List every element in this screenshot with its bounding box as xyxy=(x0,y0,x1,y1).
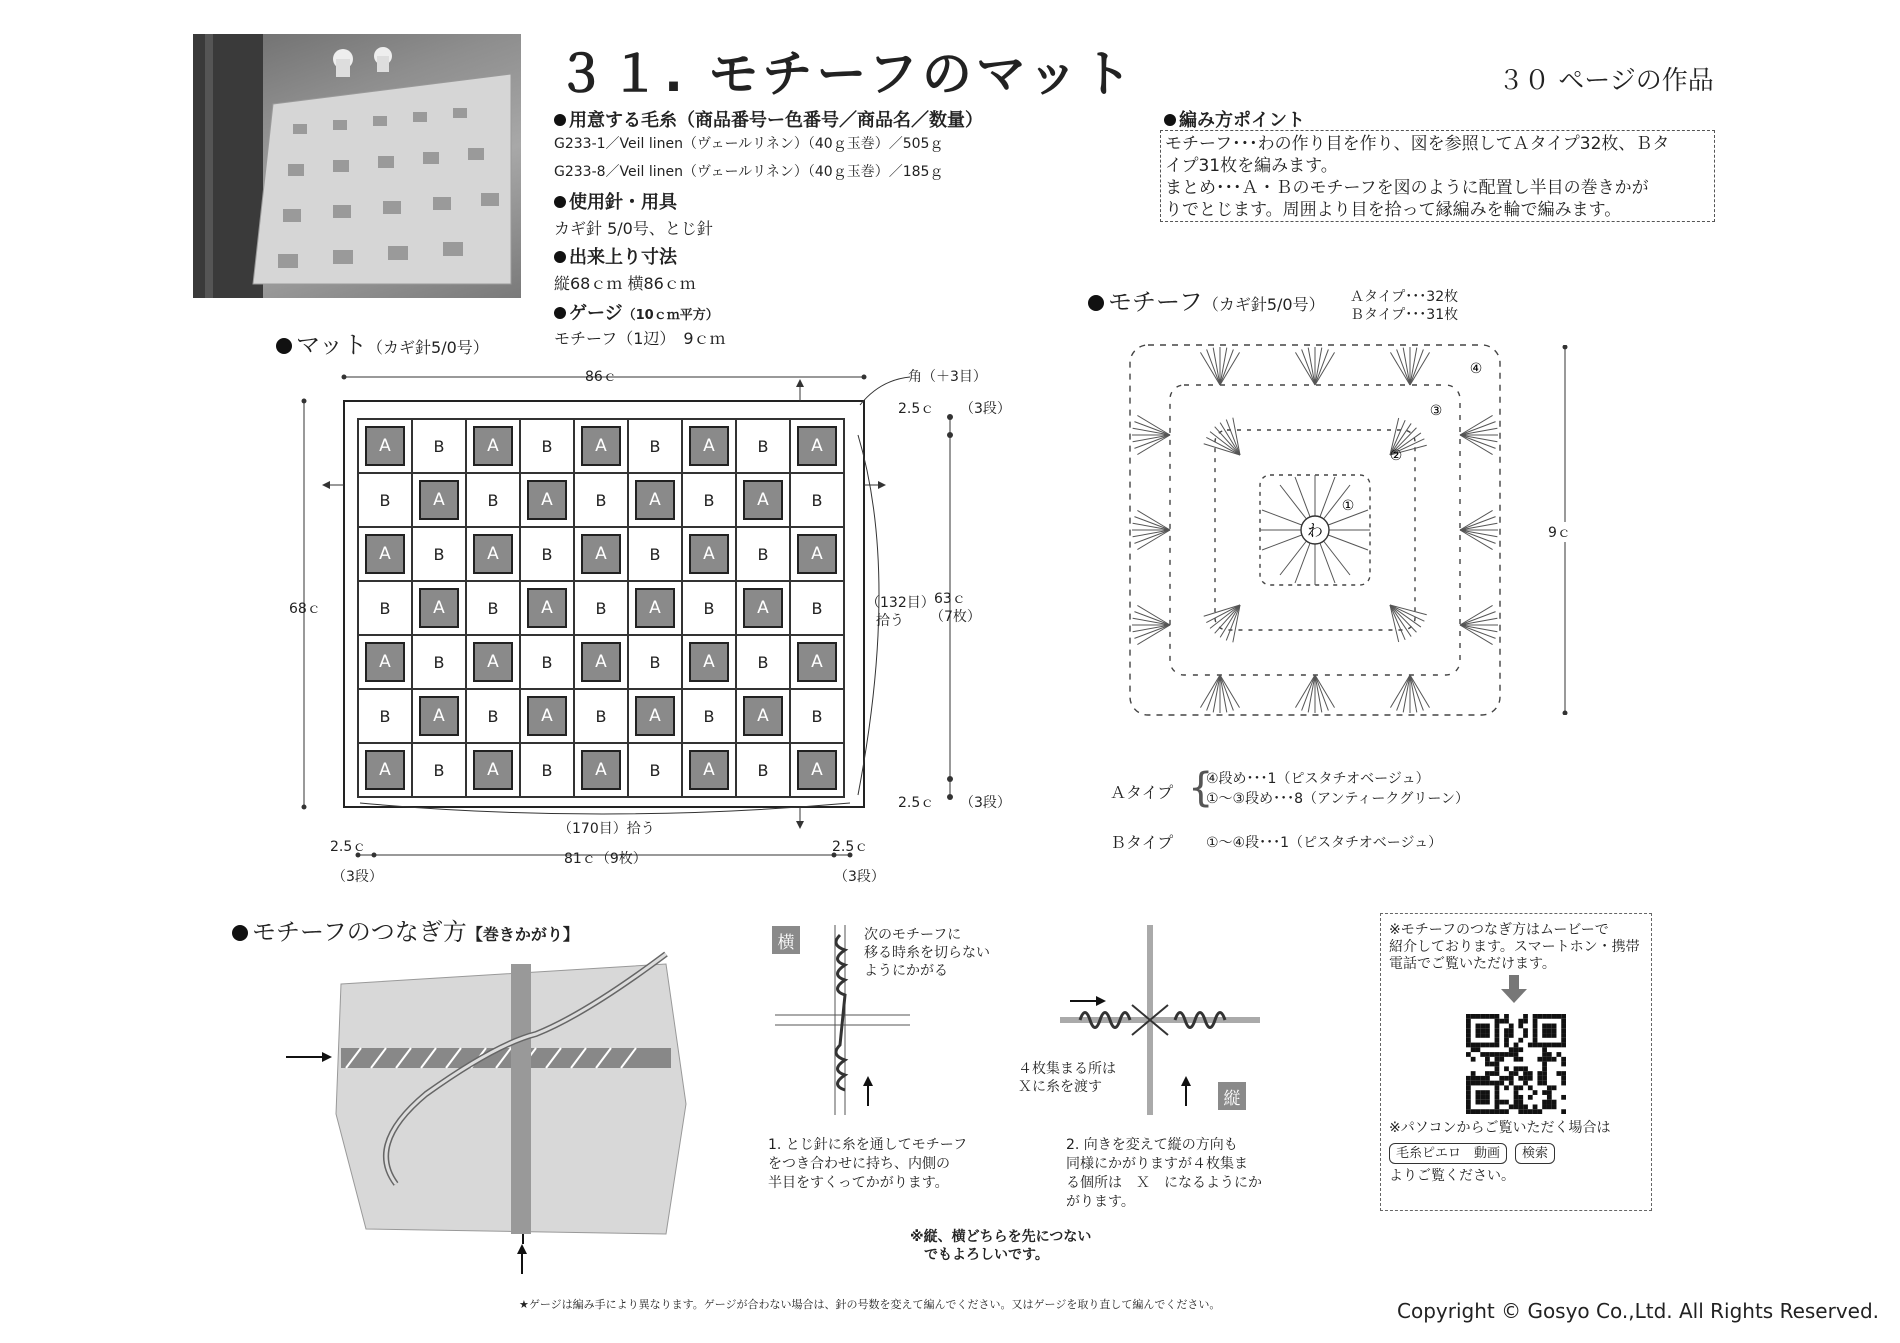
motif-cell-b: B xyxy=(412,635,466,689)
motif-cell-a xyxy=(736,473,790,527)
motif-cell-b: B xyxy=(574,689,628,743)
motif-round-1: ① xyxy=(1341,498,1355,514)
motif-cell-a xyxy=(682,635,736,689)
note-bottom: ※縦、横どちらを先につない でもよろしいです。 xyxy=(910,1229,1092,1263)
type-a-brace: { xyxy=(1188,765,1214,811)
motif-a-tile: A xyxy=(365,534,405,574)
motif-cell-b: B xyxy=(412,743,466,797)
motif-a-tile: A xyxy=(689,534,729,574)
tools-heading: 使用針・用具 xyxy=(554,188,677,214)
motif-a-tile: A xyxy=(797,642,837,682)
motif-cell-b: B xyxy=(520,419,574,473)
motif-a-tile: A xyxy=(365,642,405,682)
motif-a-tile: A xyxy=(527,588,567,628)
gauge-value: モチーフ（1辺） 9ｃｍ xyxy=(554,329,726,348)
page-title: ３１. モチーフのマット xyxy=(556,45,1136,103)
motif-round-2: ② xyxy=(1389,448,1403,464)
motif-cell-a xyxy=(574,635,628,689)
motif-a-tile: A xyxy=(527,480,567,520)
motif-cell-a xyxy=(628,689,682,743)
points-line-3: まとめ･･･Ａ・Ｂのモチーフを図のように配置し半目の巻きかが xyxy=(1165,178,1649,198)
type-b-label: Ｂタイプ xyxy=(1110,833,1174,852)
motif-a-tile: A xyxy=(797,750,837,790)
motif-a-tile: A xyxy=(689,642,729,682)
motif-cell-a xyxy=(682,527,736,581)
join-heading: モチーフのつなぎ方【巻きかがり】 xyxy=(232,912,579,947)
motif-cell-b: B xyxy=(412,419,466,473)
bottom-margin-label: 2.5ｃ xyxy=(898,795,935,811)
motif-cell-a xyxy=(412,689,466,743)
motif-cell-a xyxy=(520,473,574,527)
motif-a-tile: A xyxy=(419,696,459,736)
copyright: Copyright © Gosyo Co.,Ltd. All Rights Reserved. xyxy=(1397,1299,1880,1323)
motif-cell-a xyxy=(790,743,844,797)
step2-text: 2. 向きを変えて縦の方向も 同様にかがりますが４枚集ま る個所は Ｘ になるようにか がります。 xyxy=(1066,1137,1262,1210)
top-rows-label: （3段） xyxy=(960,401,1011,417)
inner-width-label: 81ｃ（9枚） xyxy=(564,851,647,867)
note-top: 次のモチーフに 移る時糸を切らない ようにかがる xyxy=(864,927,990,979)
motif-a-tile: A xyxy=(743,480,783,520)
motif-cell-b: B xyxy=(412,527,466,581)
motif-cell-a xyxy=(574,743,628,797)
motif-cell-b: B xyxy=(574,581,628,635)
bottom-rows-label: （3段） xyxy=(960,795,1011,811)
arrow-up-icon-3 xyxy=(1178,1076,1194,1106)
search-button[interactable]: 検索 xyxy=(1515,1143,1555,1164)
qr-line-2: 紹介しております。スマートホン・携帯 xyxy=(1389,939,1640,955)
size-value: 縦68ｃｍ 横86ｃｍ xyxy=(554,274,696,293)
arrow-down-icon xyxy=(1499,975,1529,1005)
points-line-4: りでとじます。周囲より目を拾って縁編みを輪で編みます。 xyxy=(1165,200,1622,220)
motif-a-tile: A xyxy=(581,750,621,790)
motif-a-tile: A xyxy=(635,588,675,628)
mat-photo-illustration xyxy=(193,34,521,298)
gauge-heading: ゲージ（10ｃｍ平方） xyxy=(554,299,719,325)
motif-cell-b: B xyxy=(520,635,574,689)
page-reference: ３０ ページの作品 xyxy=(1498,66,1714,96)
motif-cell-a xyxy=(574,527,628,581)
motif-a-tile: A xyxy=(581,426,621,466)
motif-cell-a xyxy=(412,581,466,635)
motif-cell-b: B xyxy=(736,419,790,473)
footer-note: ★ゲージは編み手により異なります。ゲージが合わない場合は、針の号数を変えて編んでください。又はゲージを取り直して編んでください。 xyxy=(519,1298,1221,1311)
motif-a-tile: A xyxy=(419,588,459,628)
motif-a-tile: A xyxy=(797,426,837,466)
qr-code-icon[interactable] xyxy=(1466,1014,1566,1114)
motif-cell-b: B xyxy=(520,527,574,581)
motif-a-tile: A xyxy=(473,534,513,574)
tools-value: カギ針 5/0号、とじ針 xyxy=(554,219,713,238)
mat-height-label: 68ｃ xyxy=(289,601,321,617)
motif-a-tile: A xyxy=(581,642,621,682)
motif-count-b: Ｂタイプ･･･31枚 xyxy=(1350,307,1459,323)
motif-cell-b: B xyxy=(682,689,736,743)
motif-cell-b: B xyxy=(358,689,412,743)
motif-a-tile: A xyxy=(473,642,513,682)
motif-cell-b: B xyxy=(628,743,682,797)
left-margin-label: 2.5ｃ xyxy=(330,839,367,855)
motif-cell-a xyxy=(682,743,736,797)
motif-size-label: 9ｃ xyxy=(1548,522,1571,542)
motif-cell-b: B xyxy=(736,635,790,689)
qr-box xyxy=(1380,913,1652,1211)
motif-cell-b: B xyxy=(790,581,844,635)
arrow-up-icon xyxy=(514,1244,530,1274)
whipstitch-illustration xyxy=(286,944,706,1244)
top-margin-label: 2.5ｃ xyxy=(898,401,935,417)
motif-cell-a xyxy=(412,473,466,527)
product-photo xyxy=(193,34,521,298)
right-margin-label: 2.5ｃ xyxy=(832,839,869,855)
motif-cell-a xyxy=(466,527,520,581)
points-heading: 編み方ポイント xyxy=(1164,106,1305,132)
motif-cell-b: B xyxy=(628,635,682,689)
motif-cell-a xyxy=(466,635,520,689)
motif-cell-a xyxy=(358,527,412,581)
materials-line-2: G233-8／Veil linen（ヴェールリネン）（40ｇ玉巻）／185ｇ xyxy=(554,164,944,180)
points-box xyxy=(1160,130,1715,222)
points-line-1: モチーフ･･･わの作り目を作り、図を参照してＡタイプ32枚、Ｂタ xyxy=(1165,134,1670,154)
mat-width-label: 86ｃ xyxy=(585,369,617,385)
motif-cell-a xyxy=(628,581,682,635)
motif-cell-a xyxy=(466,419,520,473)
motif-count-a: Ａタイプ･･･32枚 xyxy=(1350,289,1459,305)
mat-heading: マット（カギ針5/0号） xyxy=(276,325,489,360)
motif-cell-b: B xyxy=(466,689,520,743)
motif-a-tile: A xyxy=(635,480,675,520)
motif-heading: モチーフ（カギ針5/0号） xyxy=(1088,282,1325,317)
step1-text: 1. とじ針に糸を通してモチーフ をつき合わせに持ち、内側の 半目をすくってかがります。 xyxy=(768,1137,968,1191)
motif-cell-b: B xyxy=(520,743,574,797)
materials-line-1: G233-1／Veil linen（ヴェールリネン）（40ｇ玉巻）／505ｇ xyxy=(554,136,944,152)
mat-layout-grid xyxy=(357,418,845,798)
motif-cell-a xyxy=(358,635,412,689)
qr-line-1: ※モチーフのつなぎ方はムービーで xyxy=(1389,922,1609,938)
motif-a-tile: A xyxy=(365,426,405,466)
bottom-pick-label: （170目）拾う xyxy=(558,821,655,837)
motif-cell-b: B xyxy=(682,581,736,635)
motif-cell-b: B xyxy=(682,473,736,527)
motif-round-4: ④ xyxy=(1469,361,1483,377)
motif-a-tile: A xyxy=(689,750,729,790)
motif-a-tile: A xyxy=(365,750,405,790)
qr-line-3: 電話でご覧いただけます。 xyxy=(1389,956,1556,972)
motif-cell-a xyxy=(520,689,574,743)
motif-cell-b: B xyxy=(574,473,628,527)
motif-a-tile: A xyxy=(581,534,621,574)
motif-cell-b: B xyxy=(736,527,790,581)
yoko-tag: 横 xyxy=(772,926,800,954)
motif-a-tile: A xyxy=(743,696,783,736)
right-rows-label: （3段） xyxy=(834,869,885,885)
motif-cell-a xyxy=(358,743,412,797)
motif-a-tile: A xyxy=(419,480,459,520)
motif-cell-a xyxy=(466,743,520,797)
left-rows-label: （3段） xyxy=(332,869,383,885)
motif-cell-b: B xyxy=(628,419,682,473)
corner-label: 角（＋3目） xyxy=(908,369,987,385)
motif-cell-a xyxy=(574,419,628,473)
side-pick-label: （132目） xyxy=(866,595,935,611)
arrow-up-icon-2 xyxy=(860,1076,876,1106)
motif-cell-a xyxy=(358,419,412,473)
motif-a-tile: A xyxy=(743,588,783,628)
inner-height-count: （7枚） xyxy=(930,609,981,625)
motif-round-3: ③ xyxy=(1429,403,1443,419)
motif-a-tile: A xyxy=(527,696,567,736)
type-a-line-2: ①〜③段め･･･8（アンティークグリーン） xyxy=(1206,791,1470,807)
motif-a-tile: A xyxy=(797,534,837,574)
motif-cell-a xyxy=(682,419,736,473)
motif-cell-a xyxy=(790,419,844,473)
type-a-line-1: ④段め･･･1（ピスタチオベージュ） xyxy=(1206,771,1430,787)
inner-height-label: 63ｃ xyxy=(934,591,966,607)
motif-cell-b: B xyxy=(466,581,520,635)
motif-cell-a xyxy=(790,635,844,689)
note-x: ４枚集まる所は Ｘに糸を渡す xyxy=(1018,1061,1116,1095)
motif-cell-a xyxy=(736,689,790,743)
motif-cell-b: B xyxy=(358,473,412,527)
motif-a-tile: A xyxy=(473,750,513,790)
materials-heading: 用意する毛糸（商品番号ー色番号／商品名／数量） xyxy=(554,106,983,132)
qr-pc-note: ※パソコンからご覧いただく場合は xyxy=(1389,1120,1611,1136)
motif-cell-a xyxy=(520,581,574,635)
qr-tail: よりご覧ください。 xyxy=(1389,1168,1515,1184)
motif-cell-b: B xyxy=(358,581,412,635)
motif-cell-b: B xyxy=(790,473,844,527)
size-heading: 出来上り寸法 xyxy=(554,243,677,269)
side-pick-label-2: 拾う xyxy=(876,613,904,629)
search-term-pill: 毛糸ピエロ 動画 xyxy=(1389,1143,1507,1164)
motif-a-tile: A xyxy=(689,426,729,466)
motif-cell-a xyxy=(736,581,790,635)
type-a-label: Ａタイプ xyxy=(1110,783,1174,802)
motif-cell-b: B xyxy=(790,689,844,743)
points-line-2: イプ31枚を編みます。 xyxy=(1165,156,1338,176)
type-b-line-1: ①〜④段･･･1（ピスタチオベージュ） xyxy=(1206,835,1443,851)
motif-chart xyxy=(1120,335,1510,725)
motif-ring-label: わ xyxy=(1306,521,1324,540)
motif-cell-b: B xyxy=(466,473,520,527)
motif-cell-a xyxy=(790,527,844,581)
motif-cell-b: B xyxy=(736,743,790,797)
tate-tag: 縦 xyxy=(1218,1082,1246,1110)
motif-cell-a xyxy=(628,473,682,527)
motif-a-tile: A xyxy=(635,696,675,736)
motif-a-tile: A xyxy=(473,426,513,466)
motif-cell-b: B xyxy=(628,527,682,581)
